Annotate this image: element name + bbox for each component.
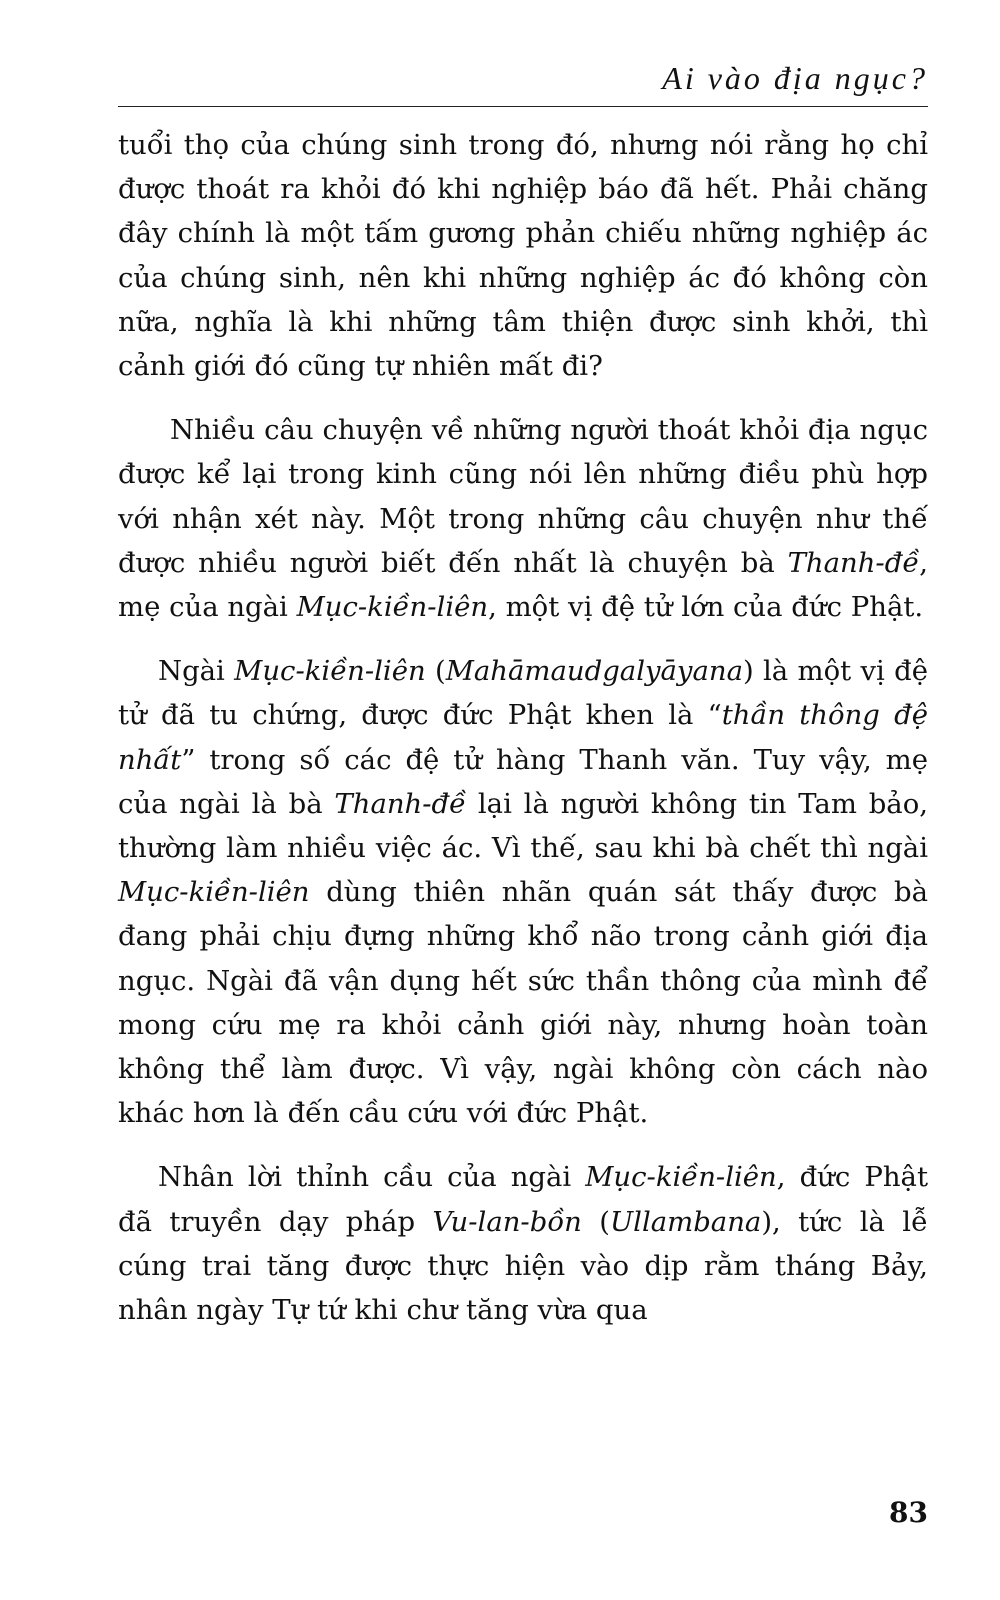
text-run: tuổi thọ của chúng sinh trong đó, nhưng nói rằng họ chỉ được thoát ra khỏi đó khi nghiệp báo đã hết. Phải chăng đây chính là một tấm gương phản chiếu những nghiệp ác của chúng sinh, nên khi những nghiệp ác đó không còn nữa, nghĩa là khi những tâm thiện được sinh khởi, thì cảnh giới đó cũng tự nhiên mất đi?	[118, 129, 928, 383]
italic-term: Thanh-đề	[787, 546, 920, 579]
text-run: dùng thiên nhãn quán sát thấy được bà đang phải chịu đựng những khổ não trong cảnh giới địa ngục. Ngài đã vận dụng hết sức thần thông của mình để mong cứu mẹ ra khỏi cảnh giới này, nhưng hoàn toàn không thể làm được. Vì vậy, ngài không còn cách nào khác hơn là đến cầu cứu với đức Phật.	[118, 876, 928, 1130]
paragraph-1	[118, 123, 928, 388]
italic-term: Mục-kiền-liên	[296, 591, 489, 624]
text-run: ), tức là lễ cúng trai tăng được thực hiện vào dịp rằm tháng Bảy, nhân ngày Tự tứ khi chư tăng vừa qua	[118, 1205, 928, 1327]
italic-term: Thanh-đề	[334, 787, 467, 820]
italic-term: Mục-kiền-liên	[234, 655, 426, 688]
text-run: Ngài	[158, 655, 235, 688]
italic-term: Ullambana	[609, 1205, 762, 1238]
running-header	[118, 58, 928, 107]
italic-term: Mục-kiền-liên	[585, 1161, 777, 1194]
text-run: (	[581, 1205, 610, 1238]
text-run: Nhiều câu chuyện về những người thoát khỏi địa ngục được kể lại trong kinh cũng nói lên những điều phù hợp với nhận xét này. Một trong những câu chuyện như thế được nhiều người biết đến nhất là chuyện bà	[118, 414, 928, 579]
paragraph-3	[118, 649, 928, 1135]
italic-term: Mahāmaudgalyāyana	[445, 655, 743, 688]
text-run: Nhân lời thỉnh cầu của ngài	[158, 1161, 586, 1194]
italic-term: thần thông đệ nhất	[118, 699, 928, 776]
text-run: ” trong số các đệ tử hàng Thanh văn. Tuy vậy, mẹ của ngài là bà	[118, 743, 928, 820]
italic-term: Mục-kiền-liên	[118, 876, 310, 909]
page-number: 83	[889, 1496, 928, 1529]
text-run: lại là người không tin Tam bảo, thường làm nhiều việc ác. Vì thế, sau khi bà chết thì ngài	[118, 787, 928, 865]
text-run: , một vị đệ tử lớn của đức Phật.	[488, 591, 924, 624]
paragraph-4	[118, 1155, 928, 1332]
running-title: Ai vào địa ngục?	[662, 60, 928, 96]
paragraph-2	[118, 408, 928, 629]
text-run: , đức Phật đã truyền dạy pháp	[118, 1161, 928, 1238]
text-run: ) là một vị đệ tử đã tu chứng, được đức Phật khen là “	[118, 655, 928, 732]
text-run: (	[425, 655, 446, 688]
text-run: , mẹ của ngài	[118, 546, 928, 624]
italic-term: Vu-lan-bồn	[432, 1205, 582, 1238]
body-text	[118, 123, 928, 1352]
